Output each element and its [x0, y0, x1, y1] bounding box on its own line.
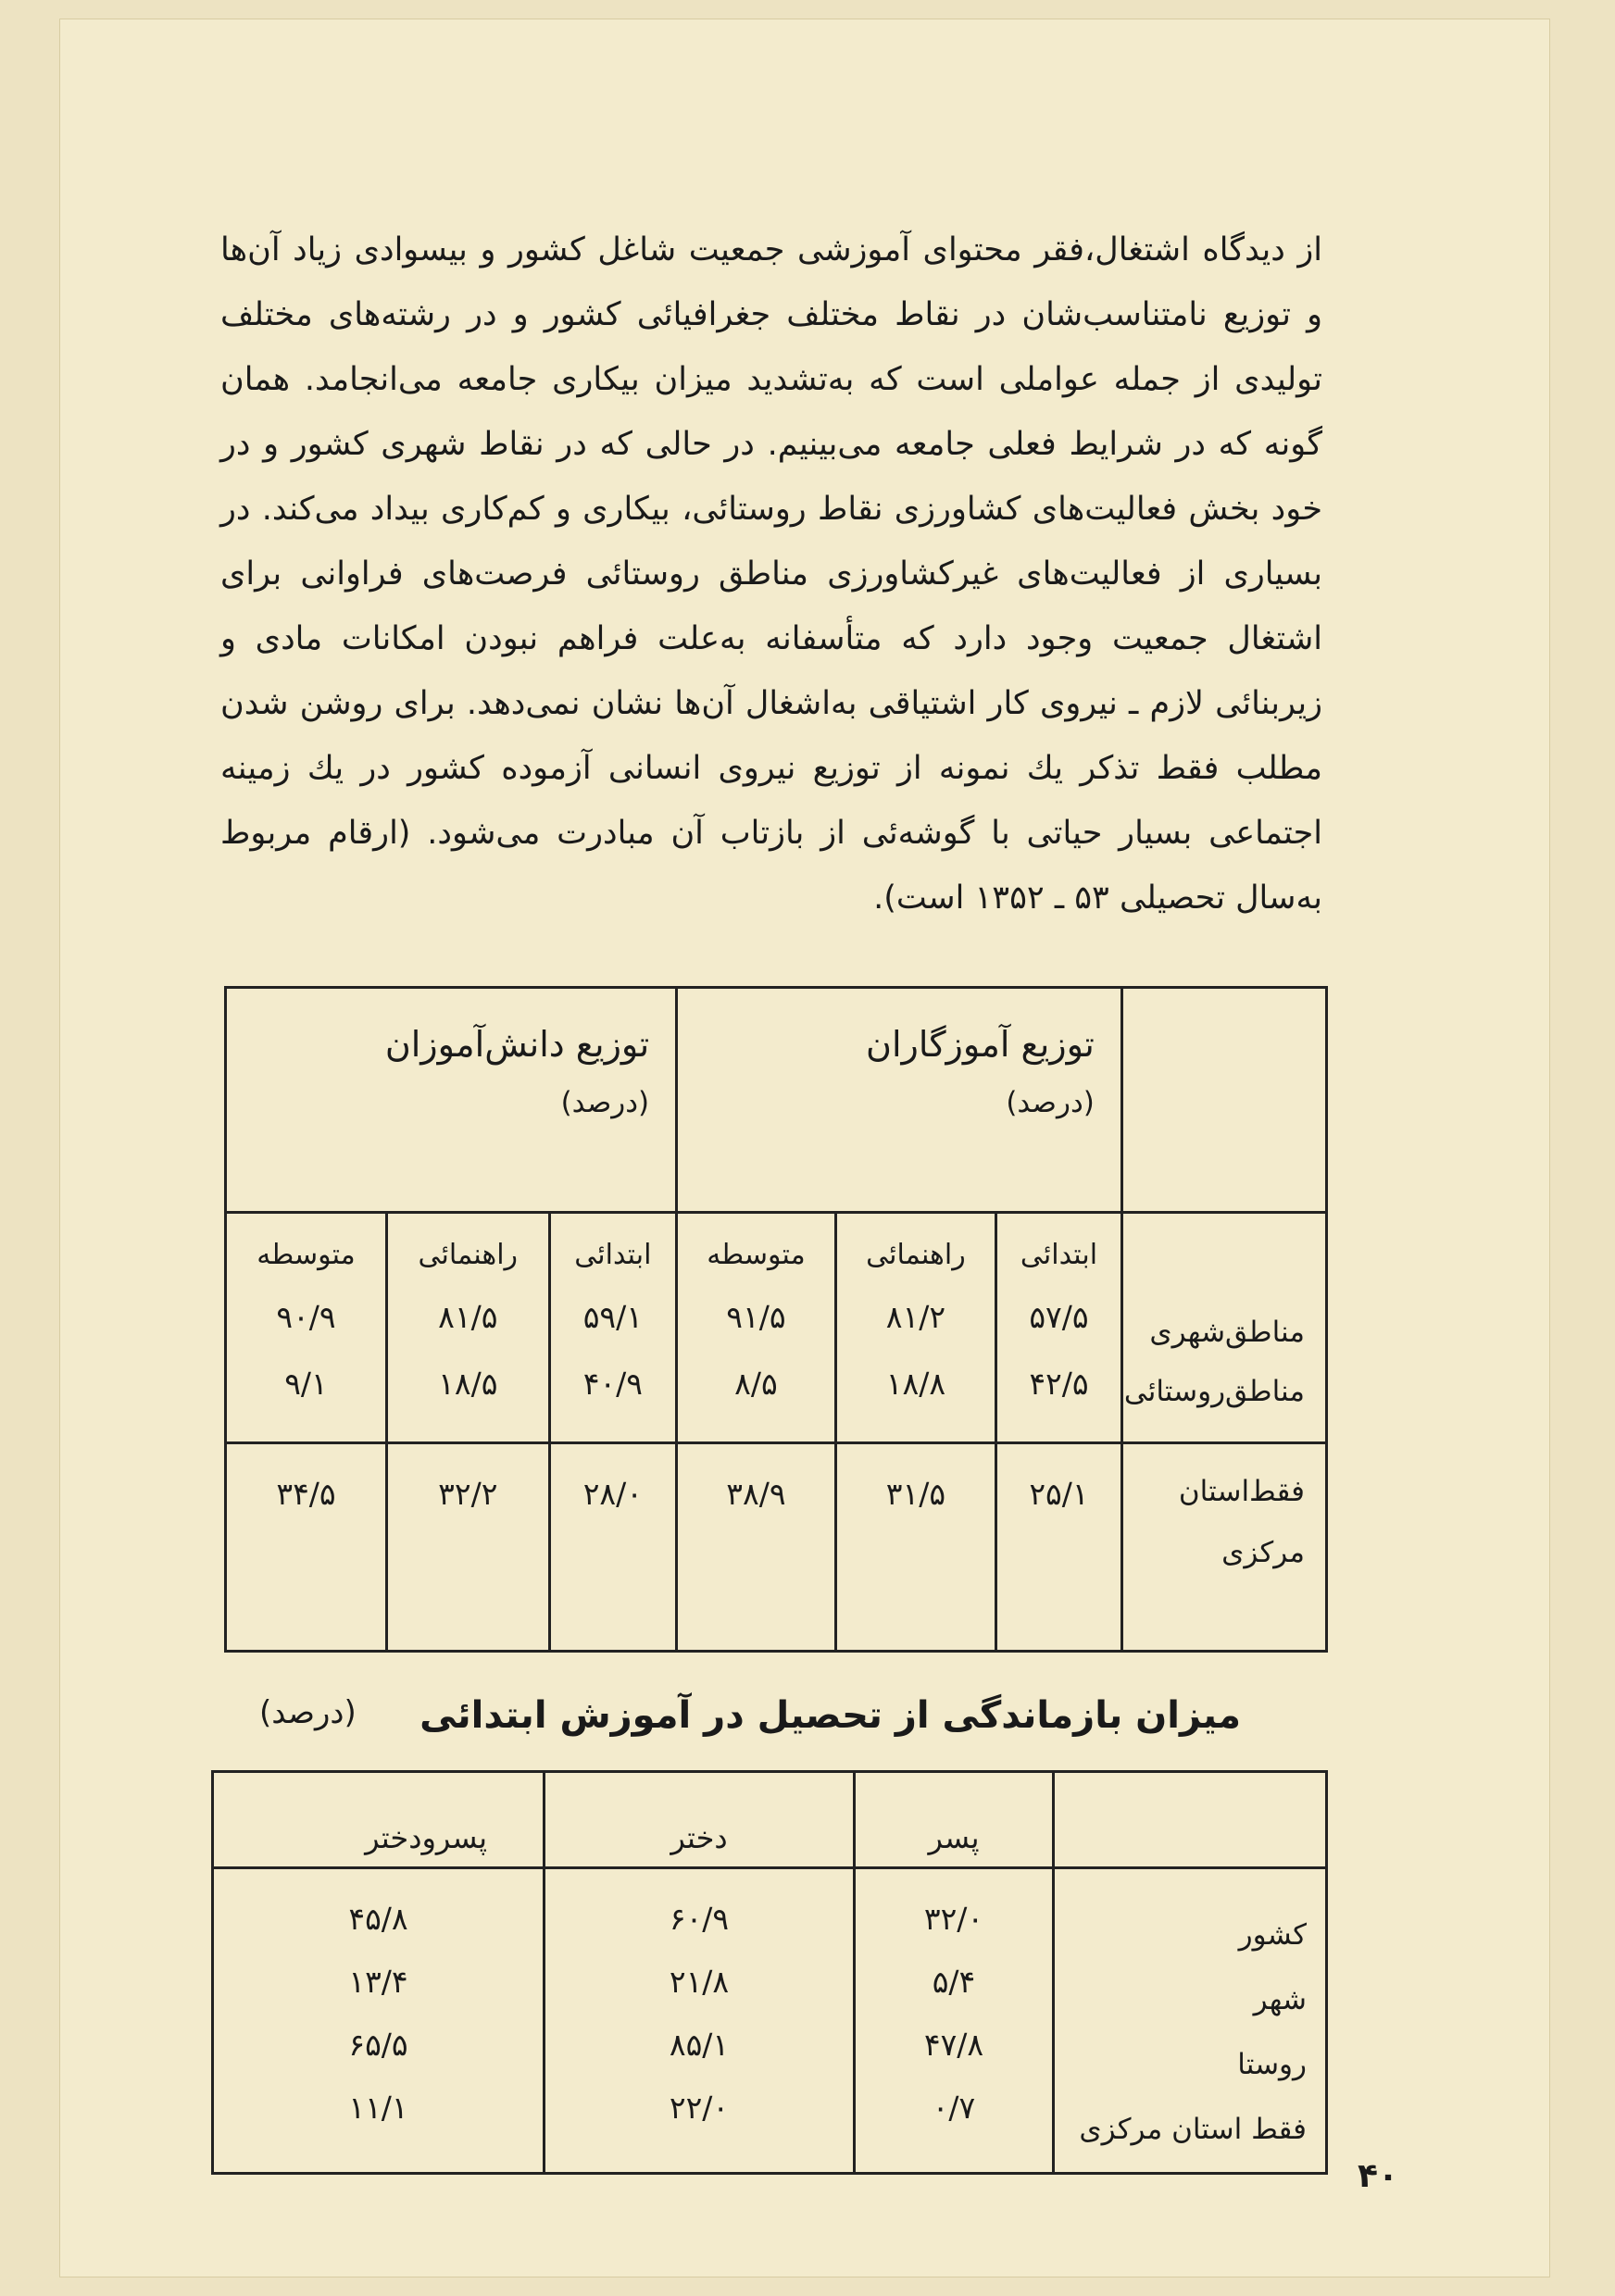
col-header-teachers-guidance: راهنمائی	[835, 1213, 995, 1284]
table-cell: ۳۱/۵	[835, 1443, 995, 1652]
table-cell: ۹۱/۵ ۸/۵	[677, 1283, 836, 1443]
table-cell: ۳۴/۵	[226, 1443, 387, 1652]
dropout-unit: (درصد)	[259, 1694, 357, 1731]
region-row-labels: مناطق‌شهری مناطق‌روستائی	[1121, 1213, 1326, 1443]
girls-column-values: ۶۰/۹ ۲۱/۸ ۸۵/۱ ۲۲/۰	[545, 1868, 855, 2174]
students-group-header: توزیع دانش‌آموزان (درصد)	[226, 988, 677, 1213]
col-header-teachers-secondary: متوسطه	[677, 1213, 836, 1284]
corner-cell	[1054, 1772, 1327, 1868]
table-cell: ۸۱/۲ ۱۸/۸	[835, 1283, 995, 1443]
col-header-both: پسرودختر	[213, 1772, 545, 1868]
dropout-row-labels: کشور شهر روستا فقط استان مرکزی	[1054, 1868, 1327, 2174]
province-row-label: فقط‌استان مرکزی	[1121, 1443, 1326, 1652]
col-header-students-guidance: راهنمائی	[386, 1213, 549, 1284]
body-paragraph	[220, 218, 1322, 930]
table-cell: ۵۹/۱ ۴۰/۹	[549, 1283, 677, 1443]
table-cell: ۳۸/۹	[677, 1443, 836, 1652]
paragraph-text: از دیدگاه اشتغال،فقر محتوای آموزشی جمعیت شاغل کشور و بیسوادی زیاد آن‌ها و توزیع نامتناسب‌شان در نقاط مختلف جغرافیائی کشور و در رشته‌های مختلف تولیدی از جمله عواملی است که به‌تشدید میزان بیکاری جامعه می‌انجامد. همان گونه که در شرایط فعلی جامعه می‌بینیم. در حالی که در نقاط شهری کشور و در خود بخش فعالیت‌های کشاورزی نقاط روستائی، بیکاری و کم‌کاری بیداد می‌کند. در بسیاری از فعالیت‌های غیرکشاورزی مناطق روستائی فرصت‌های فراوانی برای اشتغال جمعیت وجود دارد که متأسفانه به‌علت فراهم نبودن امکانات مادی و زیربنائی لازم ـ نیروی کار اشتیاقی به‌اشغال آن‌ها نشان نمی‌دهد. برای روشن شدن مطلب فقط تذکر یك نمونه از توزیع نیروی انسانی آزموده کشور در یك زمینه اجتماعی بسیار حیاتی با گوشه‌ئی از بازتاب آن مبادرت می‌شود. (ارقام مربوط به‌سال تحصیلی ۵۳ ـ ۱۳۵۲ است).	[220, 231, 1322, 917]
table-cell: ۹۰/۹ ۹/۱	[226, 1283, 387, 1443]
both-column-values: ۴۵/۸ ۱۳/۴ ۶۵/۵ ۱۱/۱	[213, 1868, 545, 2174]
page-number: ۴۰	[1358, 2157, 1398, 2195]
table-cell: ۲۵/۱	[996, 1443, 1122, 1652]
table-cell: ۳۲/۲	[386, 1443, 549, 1652]
table-cell: ۸۱/۵ ۱۸/۵	[386, 1283, 549, 1443]
col-header-students-secondary: متوسطه	[226, 1213, 387, 1284]
teachers-group-header: توزیع آموزگاران (درصد)	[677, 988, 1122, 1213]
table-cell: ۲۸/۰	[549, 1443, 677, 1652]
col-header-teachers-primary: ابتدائی	[996, 1213, 1122, 1284]
col-header-students-primary: ابتدائی	[549, 1213, 677, 1284]
dropout-table-title	[259, 1694, 1241, 1737]
dropout-title-text: میزان بازماندگی از تحصیل در آموزش ابتدائی	[419, 1694, 1241, 1737]
dropout-table	[211, 1770, 1328, 2175]
boys-column-values: ۳۲/۰ ۵/۴ ۴۷/۸ ۰/۷	[855, 1868, 1054, 2174]
col-header-girls: دختر	[545, 1772, 855, 1868]
distribution-table	[224, 986, 1328, 1653]
corner-cell	[1121, 988, 1326, 1213]
col-header-boys: پسر	[855, 1772, 1054, 1868]
table-cell: ۵۷/۵ ۴۲/۵	[996, 1283, 1122, 1443]
